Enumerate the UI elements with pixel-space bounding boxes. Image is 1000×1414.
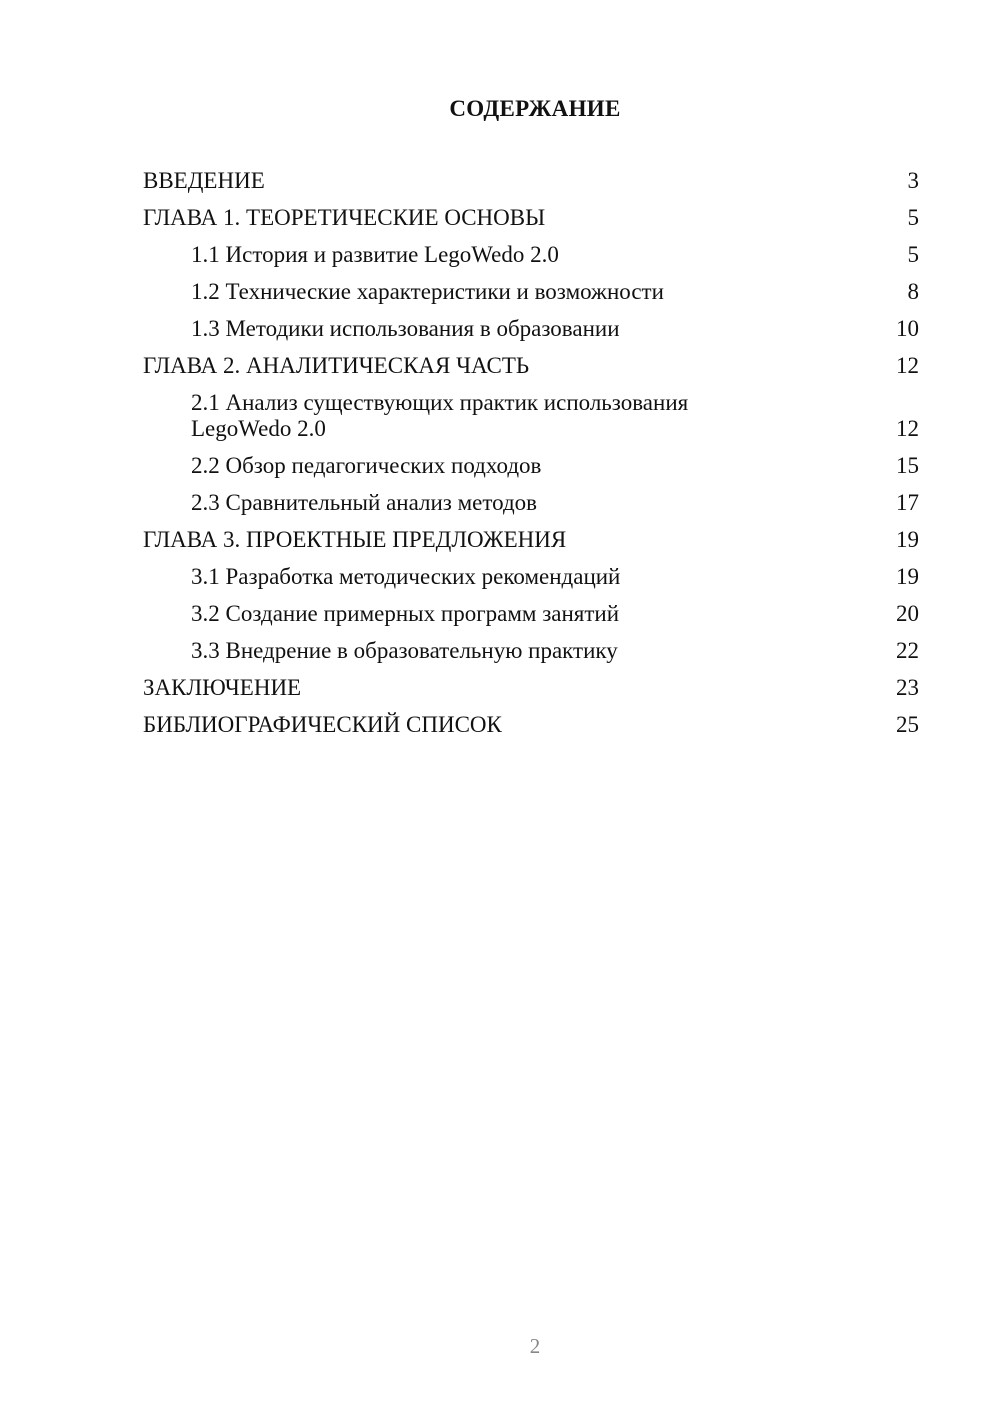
- toc-entry-page: 12: [896, 416, 919, 441]
- toc-entry-label: 1.3 Методики использования в образовании: [191, 316, 620, 341]
- toc-entry-label: ГЛАВА 2. АНАЛИТИЧЕСКАЯ ЧАСТЬ: [143, 353, 530, 378]
- toc-entry-section-2-3: [143, 490, 919, 516]
- toc-entry-label: ГЛАВА 1. ТЕОРЕТИЧЕСКИЕ ОСНОВЫ: [143, 205, 546, 230]
- toc-entry-page: 8: [907, 279, 919, 304]
- toc-entry-chapter-1: [143, 205, 919, 231]
- toc-entry-section-2-2: [143, 453, 919, 479]
- toc-entry-label: ГЛАВА 3. ПРОЕКТНЫЕ ПРЕДЛОЖЕНИЯ: [143, 527, 567, 552]
- toc-entry-chapter-2: [143, 353, 919, 379]
- toc-entry-label: ЗАКЛЮЧЕНИЕ: [143, 675, 302, 700]
- toc-entry-page: 3: [907, 168, 919, 193]
- toc-entry-section-3-2: [143, 601, 919, 627]
- toc-entry-page: 17: [896, 490, 919, 515]
- toc-entry-label: 2.1 Анализ существующих практик использования LegoWedo 2.0: [191, 390, 689, 441]
- toc-entry-section-1-2: [143, 279, 919, 305]
- toc-entry-page: 15: [896, 453, 919, 478]
- toc-entry-section-3-3: [143, 638, 919, 664]
- toc-entry-page: 5: [907, 242, 919, 267]
- toc-entry-page: 25: [896, 712, 919, 737]
- toc-entry-section-2-1: [143, 390, 919, 442]
- toc-entry-section-1-3: [143, 316, 919, 342]
- toc-entry-label: 3.3 Внедрение в образовательную практику: [191, 638, 618, 663]
- toc-entry-label: ВВЕДЕНИЕ: [143, 168, 265, 193]
- toc-entry-page: 19: [896, 564, 919, 589]
- toc-entry-label: 1.2 Технические характеристики и возможности: [191, 279, 664, 304]
- toc-entry-page: 19: [896, 527, 919, 552]
- toc-entry-page: 10: [896, 316, 919, 341]
- table-of-contents: [143, 168, 919, 749]
- toc-entry-introduction: [143, 168, 919, 194]
- toc-entry-page: 23: [896, 675, 919, 700]
- toc-entry-page: 12: [896, 353, 919, 378]
- toc-entry-section-1-1: [143, 242, 919, 268]
- toc-entry-label: БИБЛИОГРАФИЧЕСКИЙ СПИСОК: [143, 712, 502, 737]
- toc-entry-page: 22: [896, 638, 919, 663]
- toc-entry-chapter-3: [143, 527, 919, 553]
- toc-entry-page: 20: [896, 601, 919, 626]
- toc-entry-label: 3.1 Разработка методических рекомендаций: [191, 564, 621, 589]
- toc-entry-bibliography: [143, 712, 919, 738]
- toc-entry-section-3-1: [143, 564, 919, 590]
- page-number: 2: [529, 1334, 541, 1358]
- toc-entry-label: 1.1 История и развитие LegoWedo 2.0: [191, 242, 559, 267]
- toc-heading: СОДЕРЖАНИЕ: [449, 96, 621, 121]
- toc-entry-conclusion: [143, 675, 919, 701]
- toc-entry-label: 2.3 Сравнительный анализ методов: [191, 490, 538, 515]
- toc-entry-label: 3.2 Создание примерных программ занятий: [191, 601, 620, 626]
- toc-entry-label: 2.2 Обзор педагогических подходов: [191, 453, 542, 478]
- toc-entry-page: 5: [907, 205, 919, 230]
